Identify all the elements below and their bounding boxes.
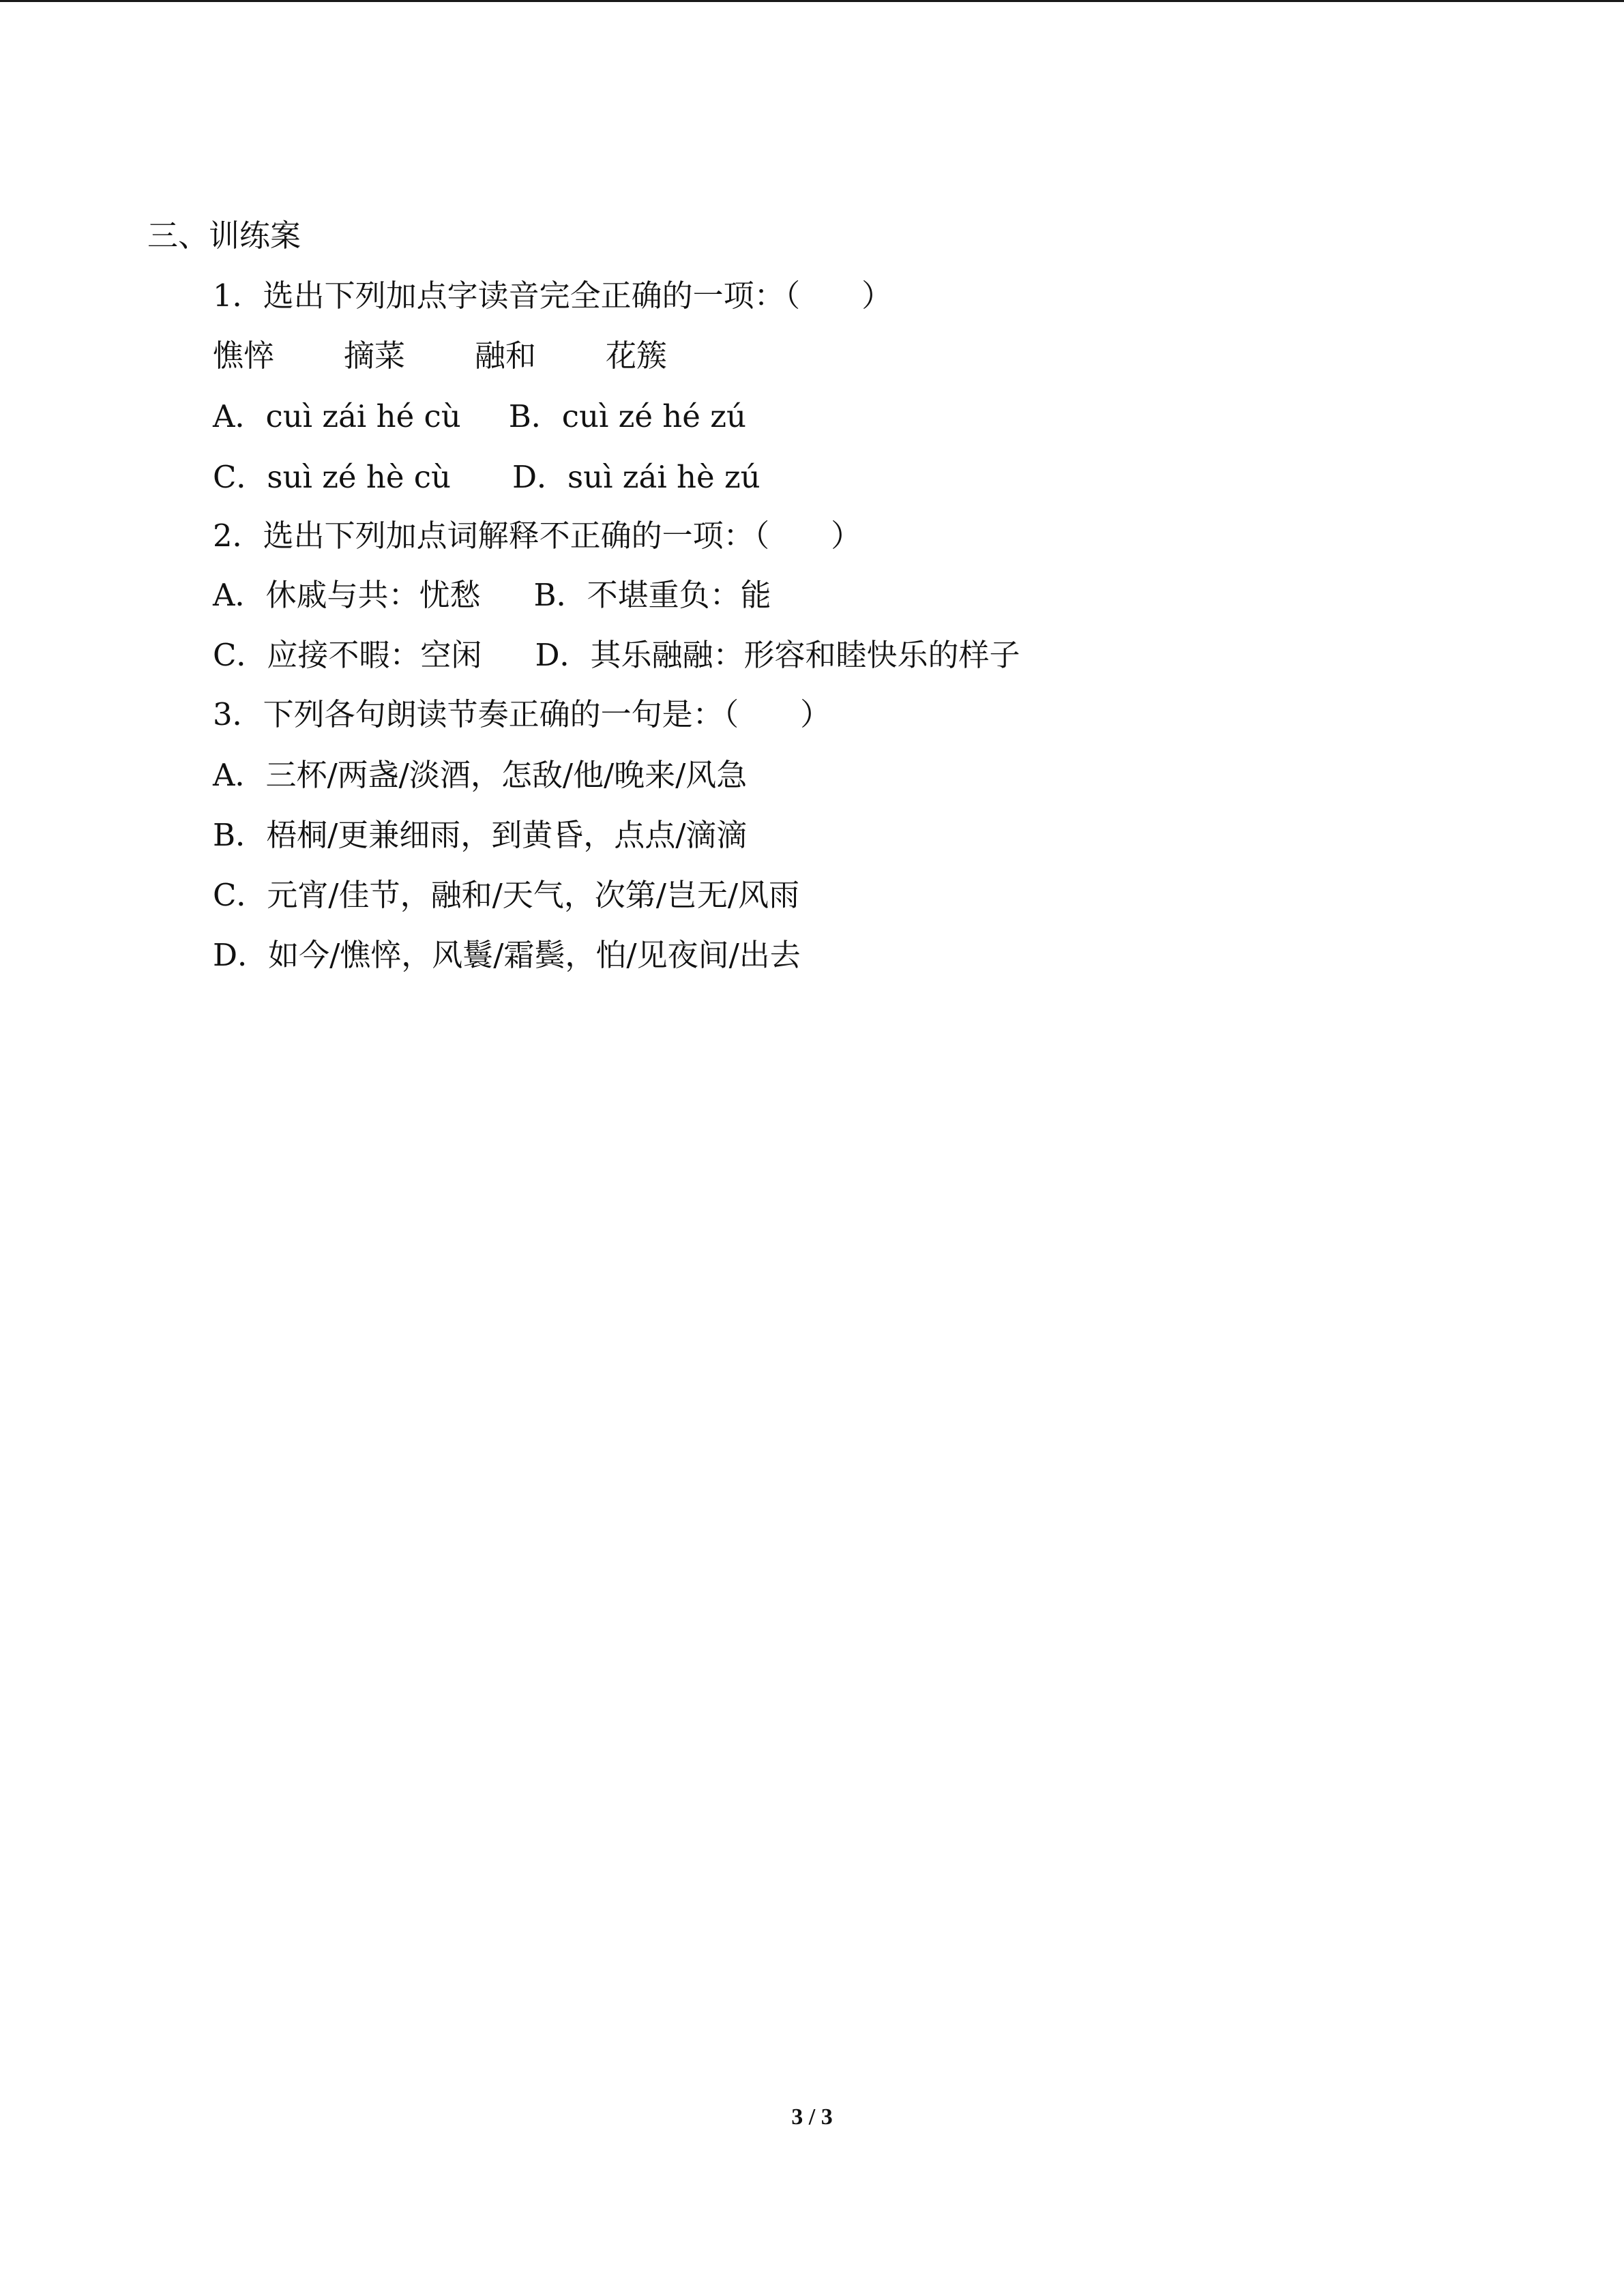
word-item: 摘菜 [344,338,406,374]
question-3-option-a: A．三杯/两盏/淡酒，怎敌/他/晚来/风急 [213,757,748,793]
question-1-words [213,336,667,376]
page-number: 3 / 3 [791,2104,833,2130]
option-c: C．应接不暇：空闲 [213,637,482,673]
question-3-option-b: B．梧桐/更兼细雨，到黄昏，点点/滴滴 [213,817,748,853]
option-c: C．suì zé hè cù [213,459,451,495]
option-d: D．suì zái hè zú [512,459,761,495]
page-top-border [0,0,1624,2]
section-title: 三、训练案 [147,218,301,254]
option-a: A．休戚与共：忧愁 [213,577,481,613]
word-item: 花簇 [606,338,668,374]
question-1-stem: 1．选出下列加点字读音完全正确的一项：（ ） [213,278,893,314]
question-3-option-c: C．元宵/佳节，融和/天气，次第/岂无/风雨 [213,877,800,913]
question-3-option-d: D．如今/憔悴，风鬟/霜鬓，怕/见夜间/出去 [213,937,801,973]
question-2-options-row-1 [213,575,771,616]
question-2-options-row-2 [213,635,1020,676]
option-b: B．不堪重负：能 [533,577,771,613]
question-2-stem: 2．选出下列加点词解释不正确的一项：（ ） [213,518,862,554]
word-item: 融和 [475,338,537,374]
question-3-stem: 3．下列各句朗读节奏正确的一句是：（ ） [213,696,831,732]
question-1-options-row-2 [213,457,761,498]
question-1-options-row-1 [213,396,746,437]
option-a: A．cuì zái hé cù [213,398,461,434]
option-b: B．cuì zé hé zú [508,398,746,434]
word-item: 憔悴 [213,338,275,374]
option-d: D．其乐融融：形容和睦快乐的样子 [535,637,1020,673]
